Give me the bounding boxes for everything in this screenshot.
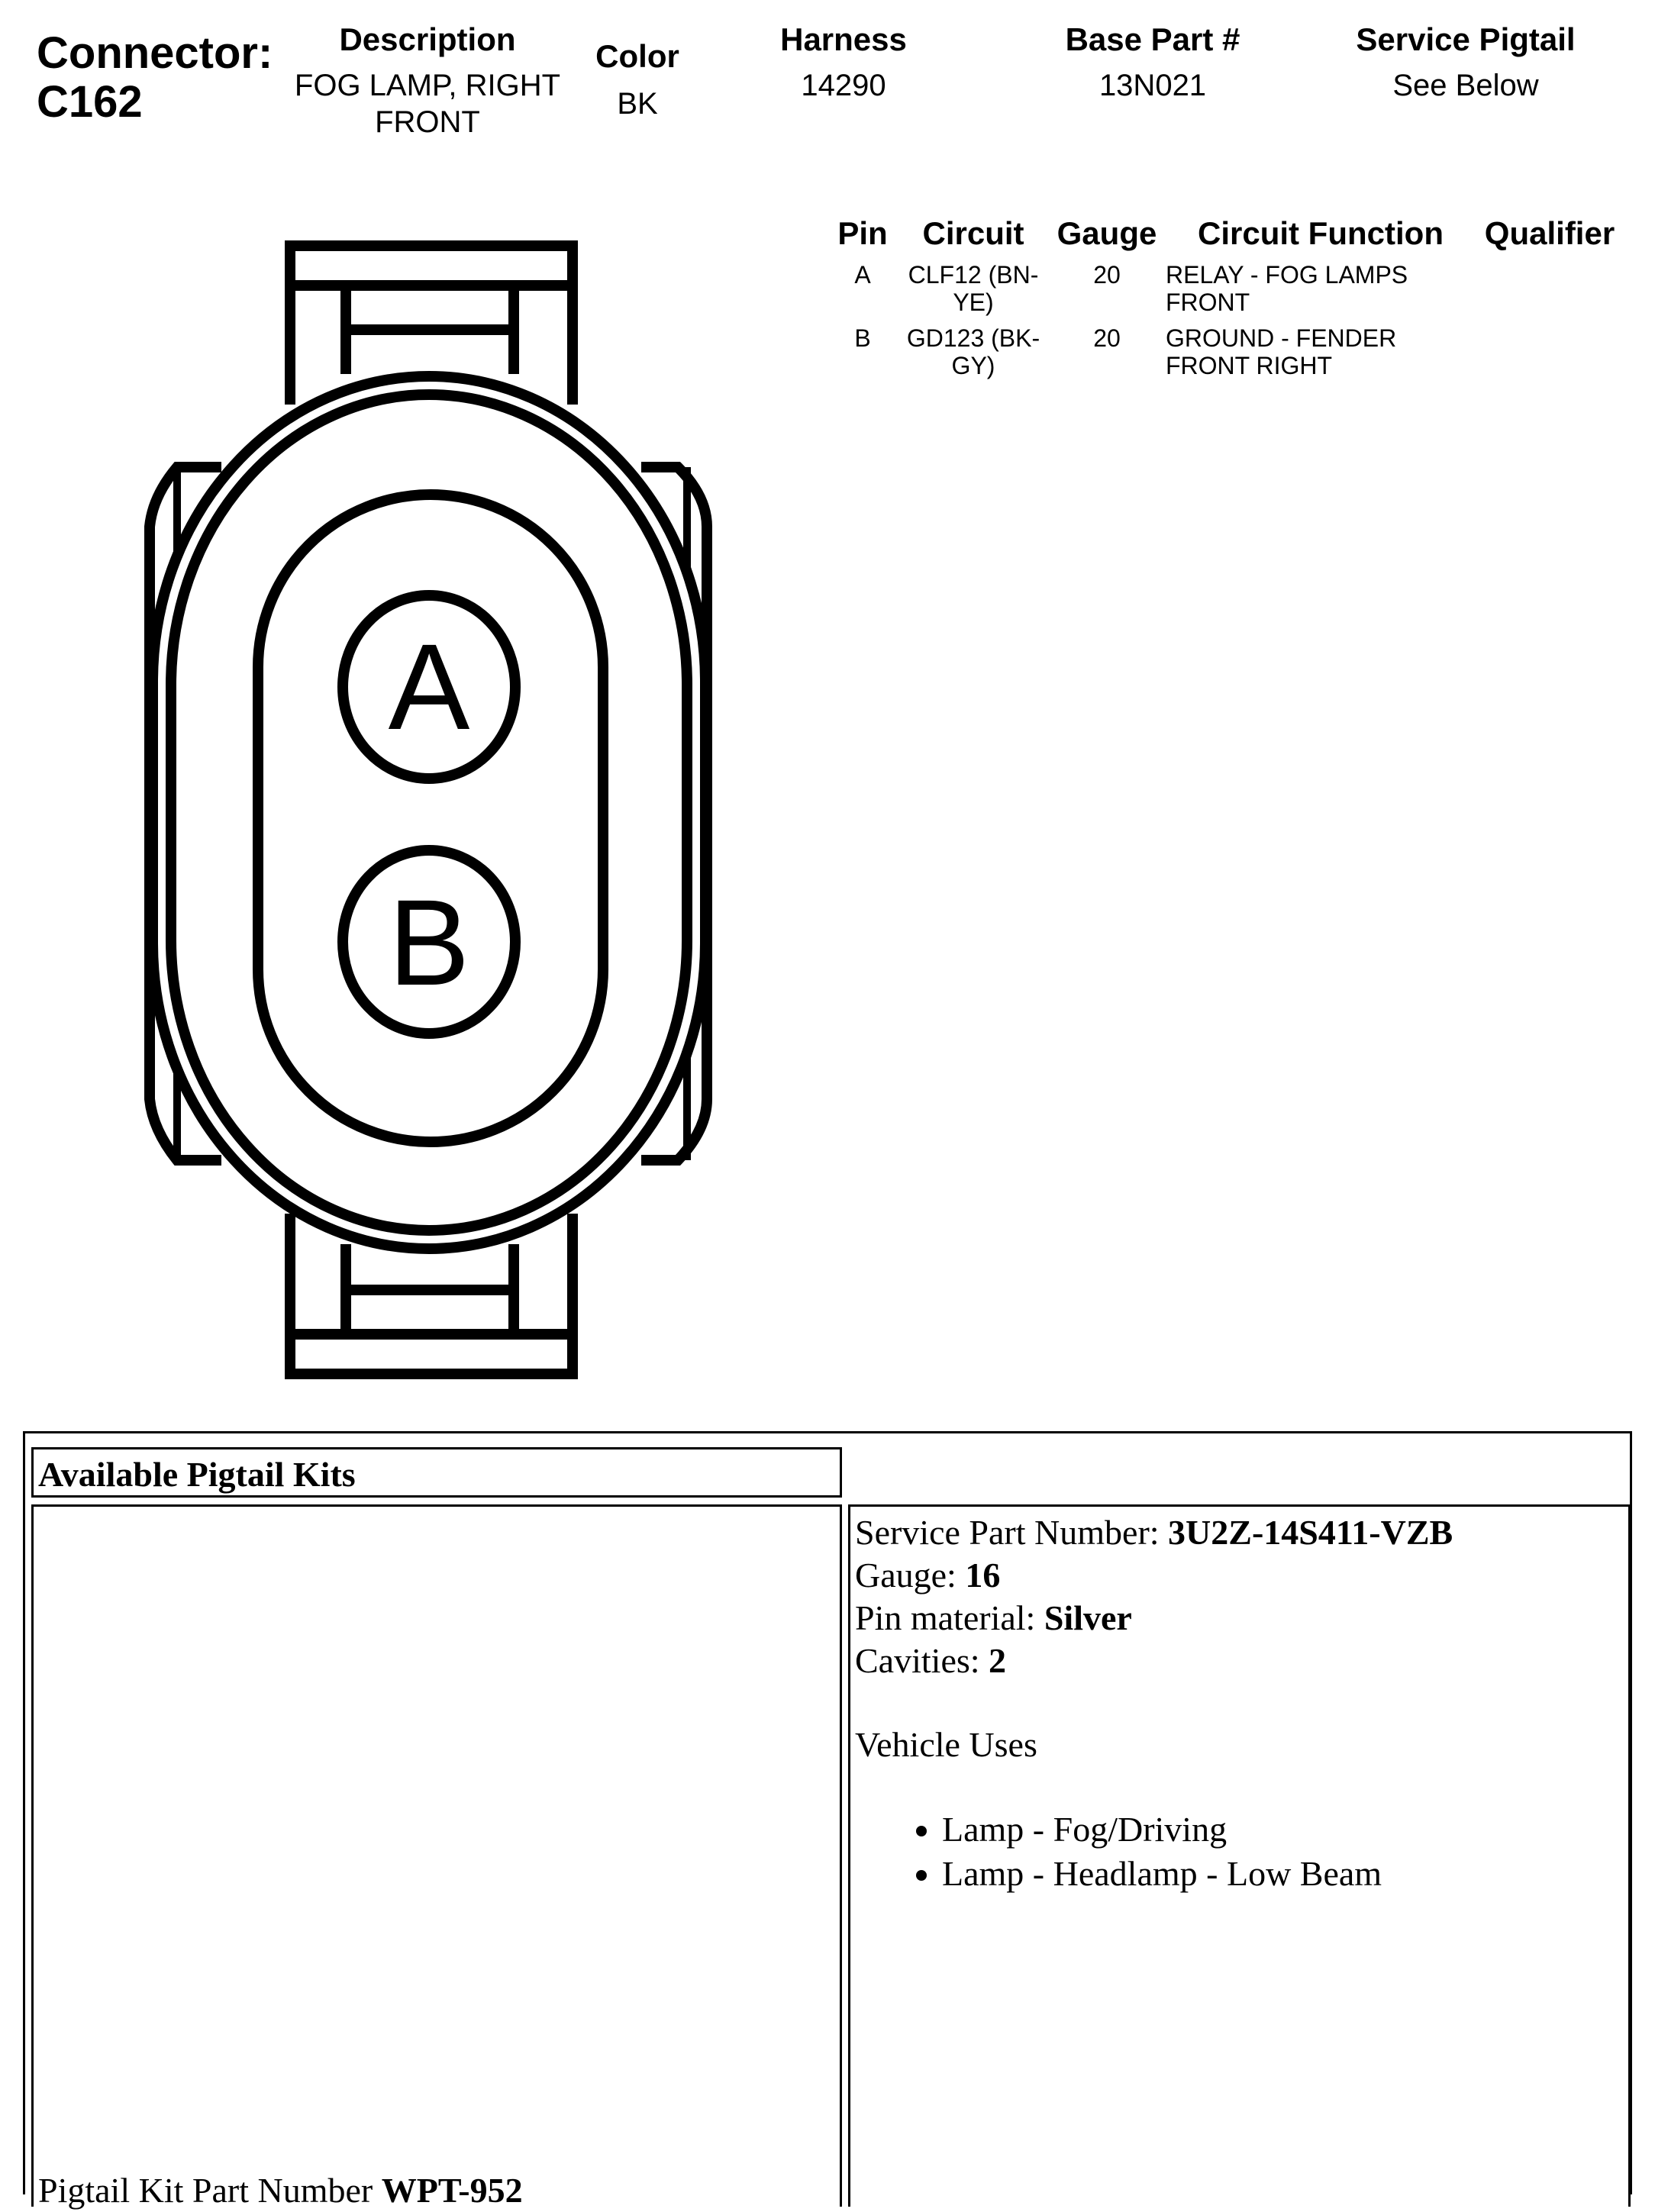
table-row-pin: B — [854, 324, 871, 352]
table-row-circuit: GD123 (BK-GY) — [906, 324, 1040, 379]
color-value: BK — [617, 87, 658, 121]
table-row-pin: A — [854, 261, 871, 289]
gauge-column-header: Gauge — [1057, 215, 1157, 251]
table-row-circuit: CLF12 (BN-YE) — [908, 261, 1039, 316]
base-part-value: 13N021 — [1098, 69, 1207, 102]
pin-column-header: Pin — [837, 215, 888, 251]
harness-header: Harness — [780, 21, 907, 57]
gauge-line — [855, 1554, 1000, 1597]
table-row-function: RELAY - FOG LAMPS FRONT — [1166, 261, 1408, 316]
service-part-label: Service Part Number: — [855, 1513, 1169, 1552]
service-pigtail-header: Service Pigtail — [1356, 21, 1576, 57]
cavities-line — [855, 1640, 1006, 1682]
cavities-label: Cavities: — [855, 1641, 989, 1680]
qualifier-column-header: Qualifier — [1484, 215, 1615, 251]
pin-b-label: B — [388, 874, 470, 1011]
description-value: FOG LAMP, RIGHT FRONT — [294, 69, 561, 139]
table-row-gauge: 20 — [1093, 261, 1121, 289]
circuit-column-header: Circuit — [922, 215, 1024, 251]
connector-label: Connector: — [37, 28, 273, 78]
pigtail-kit-part-line — [38, 2169, 523, 2212]
gauge-label: Gauge: — [855, 1556, 966, 1595]
function-column-header: Circuit Function — [1198, 215, 1444, 251]
cavities-value: 2 — [989, 1641, 1007, 1680]
pigtail-kit-part-value: WPT-952 — [381, 2171, 523, 2210]
gauge-value: 16 — [965, 1556, 1001, 1595]
table-row-function: GROUND - FENDER FRONT RIGHT — [1166, 324, 1397, 379]
service-pigtail-value: See Below — [1392, 69, 1539, 102]
pigtail-kit-part-label: Pigtail Kit Part Number — [38, 2171, 382, 2210]
table-row-gauge: 20 — [1093, 324, 1121, 352]
base-part-header: Base Part # — [1065, 21, 1240, 57]
pin-material-line — [855, 1597, 1132, 1640]
vehicle-uses-heading: Vehicle Uses — [855, 1725, 1037, 1764]
harness-value: 14290 — [801, 69, 886, 102]
pin-material-value: Silver — [1044, 1598, 1132, 1637]
connector-diagram — [137, 229, 733, 1404]
service-part-value: 3U2Z-14S411-VZB — [1168, 1513, 1453, 1552]
list-item: • Lamp - Fog/Driving — [942, 1807, 1614, 1852]
pigtail-kit-details-cell — [848, 1504, 1631, 2207]
color-header: Color — [595, 38, 679, 74]
list-item: • Lamp - Headlamp - Low Beam — [942, 1852, 1614, 1896]
vehicle-uses-list — [850, 1807, 1614, 1896]
pigtail-kits-title: Available Pigtail Kits — [38, 1455, 356, 1494]
service-part-line — [855, 1511, 1453, 1554]
description-header: Description — [339, 21, 516, 57]
pin-a-label: A — [388, 618, 470, 755]
pin-material-label: Pin material: — [855, 1598, 1044, 1637]
pigtail-kit-image-cell — [31, 1504, 842, 2210]
pigtail-kits-section — [23, 1431, 1632, 2210]
connector-heading — [37, 29, 273, 127]
pigtail-kits-title-box — [31, 1447, 842, 1498]
connector-id: C162 — [37, 77, 143, 127]
